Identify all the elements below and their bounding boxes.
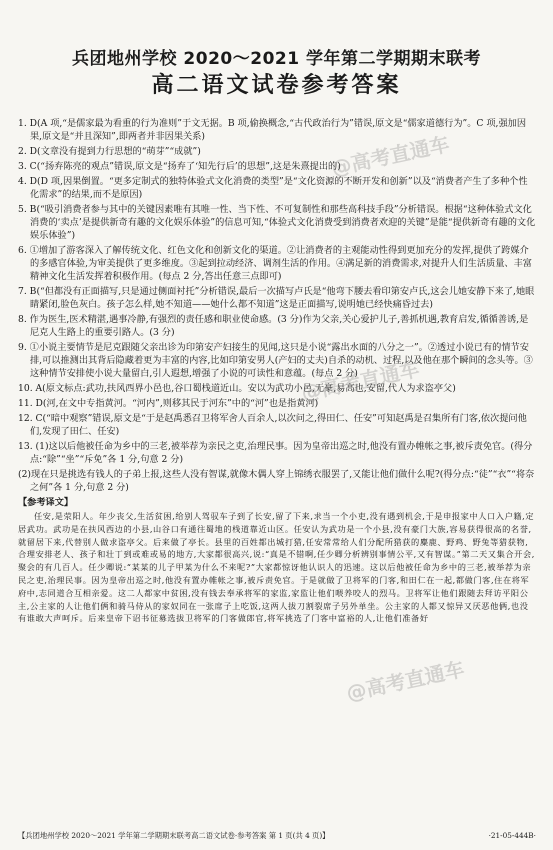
answer-item: 8. 作为医生,医术精湛,遇事冷静,有强烈的责任感和职业使命感。(3 分)作为父亲,关心爱护儿子,善抓机遇,教育启发,循循善诱,是尼克人生路上的重要引路人。(3 分) xyxy=(18,314,529,338)
reference-translation-heading: 【参考译文】 xyxy=(18,497,74,508)
answer-item: 6. ①增加了游客深入了解传统文化、红色文化和创新文化的渠道。②让消费者的主观能动性得到更加充分的发挥,提供了跨媒介的多感官体验,为审美提供了更多维度。③起到拉动经济、调剂生活的作用。④满足新的消费需求,对提升人们生活质量、丰富精神文化生活发挥着积极作用。(每点 2 分,答出任意三点即可) xyxy=(18,245,532,282)
answer-item: 13. (1)这以后他被任命为乡中的三老,被举荐为亲民之吏,治理民事。因为皇帝出巡之时,他没有置办帷帐之事,被斥责免官。(得分点:“除”“坐”“斥免”各 1 分,句意 2 分) xyxy=(18,441,533,465)
answer-item: 5. B(“吸引消费者参与其中的关键因素唯有其唯一性、当下性、不可复制性和那些高科技手段”分析错误。根据“这种体验式文化消费的‘卖点’是提供新奇有趣的文化娱乐体验”的信息可知,“体验式文化消费受到消费者欢迎的关键”是能“提供新奇有趣的文化娱乐体验”) xyxy=(18,204,536,241)
page-footer xyxy=(18,830,536,842)
page-title: 高二语文试卷参考答案 xyxy=(151,73,402,98)
watermark: @高考直通车 xyxy=(344,656,467,706)
answer-item: (2)现在只是挑选有钱人的子弟上报,这些人没有智谋,就像木偶人穿上锦绣衣服罢了,又能让他们做什么呢?(得分点:“徒”“衣”“将奈之何”各 1 分,句意 2 分) xyxy=(18,469,535,493)
exam-title: 兵团地州学校 2020～2021 学年第二学期期末联考 xyxy=(72,49,481,69)
answer-body xyxy=(18,117,536,625)
answer-item: 3. C(“扬弃陈亮的观点”错误,原文是“扬弃了‘知先行后’的思想”,这是朱熹提出的) xyxy=(18,161,341,172)
answer-item: 10. A(原文标点:武功,扶风西界小邑也,谷口蜀栈道近山。安以为武功小邑,无豪,易高也,安留,代人为求盗亭父) xyxy=(18,383,456,394)
footer-code: ·21-05-444B· xyxy=(488,831,536,840)
footer-info: 【兵团地州学校 2020～2021 学年第二学期期末联考高二语文试卷·参考答案 第 1 页(共 4 页)】 xyxy=(18,831,330,840)
answer-item: 2. D(文章没有提到力行思想的“萌芽”“成就”) xyxy=(18,146,201,157)
translation-paragraph: 任安,是荥阳人。年少丧父,生活贫困,给别人驾驭车子到了长安,留了下来,求当一个小吏,没有遇到机会,于是申报家中人口入户籍,定居武功。武功是在扶风西边的小县,山谷口有通往蜀地的栈道靠近山区。任安认为武功是一个小县,没有豪门大族,容易获得很高的名誉,就留居下来,代替别人做求盗亭父。后来做了亭长。县里的百姓都出城打猎,任安常常给人们分配所猎获的麋鹿、野鸡、野兔等猎获物,合理安排老人、孩子和壮丁到或难或易的地方,大家都很高兴,说:“真是不错啊,任少卿分析辨别事情公平,又有智谋。”第二天又集合开会,聚会的有几百人。任少卿说:“某某的儿子甲某为什么不来呢?”大家都惊讶他认识人的迅速。这以后他被任命为乡中的三老,被举荐为亲民之吏,治理民事。因为皇帝出巡之时,他没有置办帷帐之事,被斥责免官。于是就做了卫将军的门客,和田仁在一起,都做门客,住在将军府中,志同道合互相亲爱。这二人都家中贫困,没有钱去奉承将军的家监,家监让他们喂养咬人的烈马。卫将军让他们跟随去拜访平阳公主,公主家的人让他们俩和骑马侍从的家奴同在一张席子上吃饭,这两人拔刀割裂席子另外单坐。公主家的人都又惊异又厌恶他俩,也没有谁敢大声呵斥。后来皇帝下诏书征募选拔卫将军的门客做郎官,将军挑选了门客中富裕的人,让他们准备好 xyxy=(18,511,535,624)
answer-item: 11. D(河,在文中专指黄河。“河内”,则移其民于河东”中的“河”也是指黄河) xyxy=(18,398,319,409)
answer-item: 9. ①小说主要情节是尼克跟随父亲出诊为印第安产妇接生的见闻,这只是小说“露出水面的八分之一”。②透过小说已有的情节安排,可以推测出其背后隐藏着更为丰富的内容,比如印第安男人(产妇的丈夫)自杀的动机、过程,以及他在那个瞬间的念头等。③这种情节安排使小说大量留白,引人遐想,增强了小说的可读性和意蕴。(每点 2 分) xyxy=(18,342,533,379)
watermark: @高考直通车 xyxy=(299,356,422,406)
answer-item: 1. D(A 项,“是儒家最为看重的行为准则”于文无据。B 项,偷换概念,“古代政治行为”错误,原文是“儒家道德行为”。C 项,强加因果,原文是“并且深知”,即两者并非因果关系) xyxy=(18,118,527,142)
watermark: @高考直通车 xyxy=(329,131,452,181)
reference-translation xyxy=(18,510,536,625)
answer-item: 7. B(“但都没有正面描写,只是通过侧面衬托”分析错误,最后一次描写卢氏是“他弯下腰去看印第安卢氏,这会儿她安静下来了,她眼睛紧闭,脸色灰白。孩子怎么样,她不知道——她什么都不知道”这是正面描写,说明她已经快痛昏过去) xyxy=(18,286,535,310)
answer-item: 12. C(“暗中观察”错误,原文是“于是赵禹悉召卫将军舍人百余人,以次问之,得田仁、任安”可知赵禹是召集所有门客,依次提问他们,发现了田仁、任安) xyxy=(18,413,527,437)
answer-item: 4. D(D 项,因果倒置。“更多定制式的独特体验式文化消费的类型”是“文化资源的不断开发和创新”以及“消费者产生了多种个性化需求”的结果,而不是原因) xyxy=(18,176,528,200)
